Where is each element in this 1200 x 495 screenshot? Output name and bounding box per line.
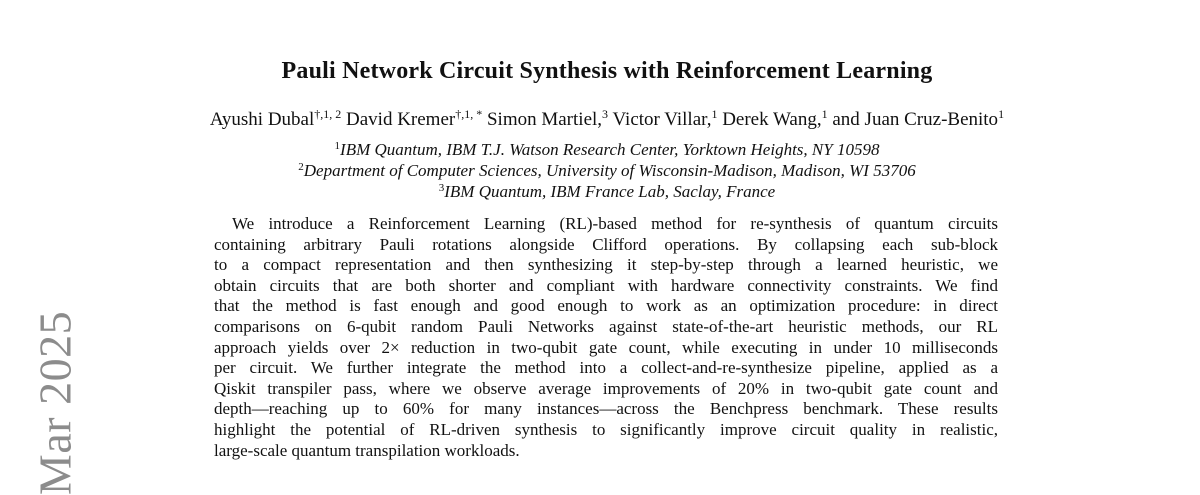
abstract-line: approach yields over 2× reduction in two-qubit gate count, while executing in under 10 milliseconds	[214, 337, 998, 357]
author-name: Derek Wang,	[722, 109, 822, 130]
affiliation	[0, 139, 1200, 160]
paper-title: Pauli Network Circuit Synthesis with Reinforcement Learning	[281, 58, 933, 84]
affiliation-text: IBM Quantum, IBM France Lab, Saclay, France	[444, 182, 776, 201]
abstract-line: to a compact representation and then synthesizing it step-by-step through a learned heuristic, we	[214, 255, 998, 275]
affiliation-text: IBM Quantum, IBM T.J. Watson Research Center, Yorktown Heights, NY 10598	[340, 140, 880, 159]
abstract-line: per circuit. We further integrate the method into a collect-and-re-synthesize pipeline, applied as a	[214, 358, 998, 378]
affiliation-list	[0, 139, 1200, 202]
affiliation-mark: 2	[298, 161, 304, 173]
author-name: and Juan Cruz-Benito	[832, 109, 999, 130]
abstract-line: comparisons on 6-qubit random Pauli Networks against state-of-the-art heuristic methods, our RL	[214, 316, 998, 336]
abstract-line: highlight the potential of RL-driven synthesis to significantly improve circuit quality in realistic,	[214, 419, 998, 439]
abstract-line: large-scale quantum transpilation workloads.	[214, 440, 520, 460]
abstract-line: containing arbitrary Pauli rotations alongside Clifford operations. By collapsing each sub-block	[214, 234, 998, 254]
author-name: David Kremer	[346, 109, 456, 130]
affiliation	[0, 160, 1200, 181]
abstract-line: Qiskit transpiler pass, where we observe average improvements of 20% in two-qubit gate count and	[214, 378, 998, 398]
affiliation-mark: 3	[438, 182, 445, 194]
author-marks: 1	[711, 107, 718, 121]
author-marks: 1	[821, 107, 828, 121]
author-marks: †,1, 2	[314, 107, 342, 121]
affiliation	[0, 181, 1200, 202]
affiliation-text: Department of Computer Sciences, University of Wisconsin-Madison, Madison, WI 53706	[303, 161, 916, 180]
author-marks: †,1, *	[455, 107, 483, 121]
author-name: Ayushi Dubal	[209, 109, 315, 130]
affiliation-mark: 1	[334, 140, 341, 152]
abstract-line: that the method is fast enough and good enough to work as an optimization procedure: in direct	[214, 296, 998, 316]
author-marks: 3	[602, 107, 609, 121]
author-list	[0, 109, 1200, 131]
arxiv-date-text: Mar 2025	[29, 310, 81, 495]
abstract-line: depth—reaching up to 60% for many instances—across the Benchpress benchmark. These results	[214, 399, 998, 419]
abstract-line: obtain circuits that are both shorter and compliant with hardware connectivity constraints. We find	[214, 275, 998, 295]
arxiv-date-stamp	[25, 310, 85, 495]
author-name: Victor Villar,	[612, 109, 712, 130]
author-name: Simon Martiel,	[486, 109, 603, 130]
abstract-line: We introduce a Reinforcement Learning (RL)-based method for re-synthesis of quantum circuits	[232, 214, 998, 233]
author-marks: 1	[998, 107, 1005, 121]
abstract	[214, 214, 998, 461]
